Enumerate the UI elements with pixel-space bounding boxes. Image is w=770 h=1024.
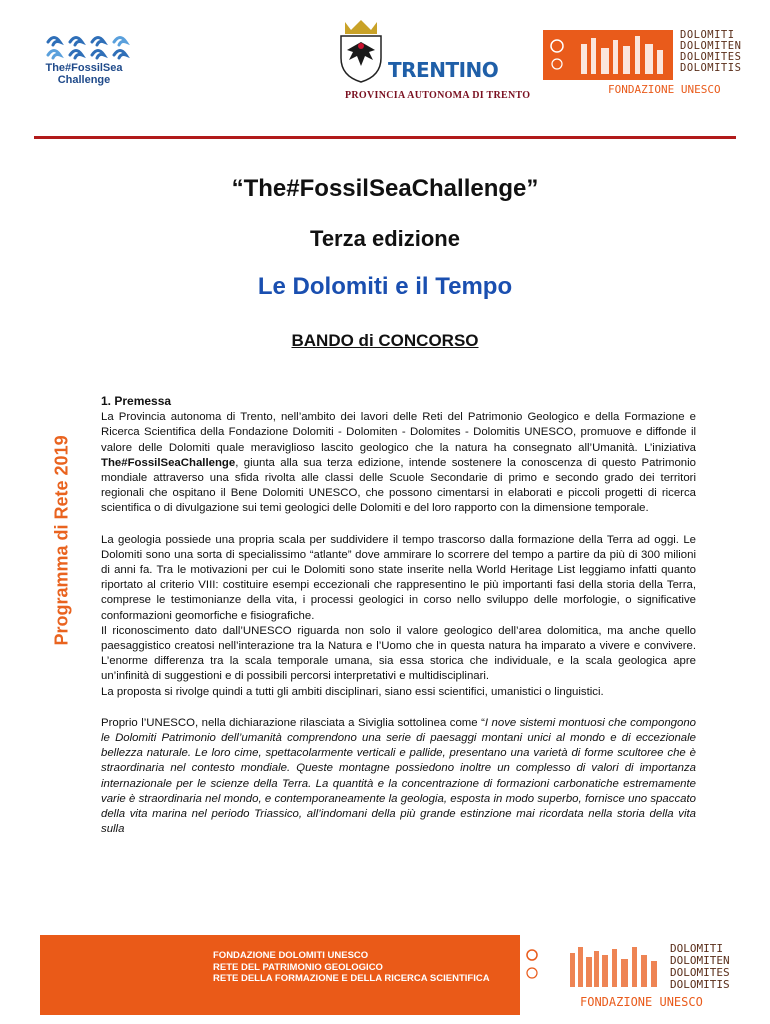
page-title: “The#FossilSeaChallenge” (231, 175, 539, 202)
paragraph-2: La geologia possiede una propria scala per suddividere il tempo trascorso dalla formazione della Terra ad oggi. Le Dolomiti sono una sorta di specialissimo “atlante” dove ammirare lo scorrere del tempo a partire da più di 300 milioni di anni fa. Tra le motivazioni per cui le Dolomiti sono state inserite nella World Heritage List leggiamo infatti quanto riportato al criterio VIII: costituire esempi eccezionali che rappresentino le più importanti fasi della storia della Terra, comprese le testimonianze della vita, i processi geologici in corso nello sviluppo delle morfologie, o significative conformazioni geomorfiche e fisiografiche. (101, 533, 696, 622)
footer-dolomiti-logo (520, 935, 730, 1015)
theme-title: Le Dolomiti e il Tempo (257, 273, 513, 300)
footer-fondazione-label: FONDAZIONE UNESCO (580, 995, 703, 1009)
dolomiti-unesco-logo (543, 29, 742, 100)
footer-dolomiti-words: DOLOMITI DOLOMITEN DOLOMITES DOLOMITIS (670, 942, 730, 991)
fondazione-unesco-label: FONDAZIONE UNESCO (608, 83, 721, 96)
dolomiti-peaks-icon (600, 943, 668, 988)
edition-title: Terza edizione (310, 226, 460, 251)
document-body (101, 394, 696, 837)
fossilsea-logo-text: The#FossilSea Challenge (45, 62, 123, 86)
trentino-subtitle: PROVINCIA AUTONOMA DI TRENTO (345, 90, 531, 101)
eagle-shield-icon (335, 18, 387, 84)
section-heading: 1. Premessa (101, 394, 172, 408)
bando-title: BANDO di CONCORSO (291, 331, 479, 350)
fossilsea-logo (38, 28, 130, 86)
footer-text: FONDAZIONE DOLOMITI UNESCO RETE DEL PATRIMONIO GEOLOGICO RETE DELLA FORMAZIONE E DELLA RICERCA SCIENTIFICA (213, 950, 490, 984)
side-label-text: Programma di Rete 2019 (51, 435, 72, 646)
dolomiti-skyline-icon (520, 943, 600, 988)
paragraph-5: Proprio l’UNESCO, nella dichiarazione rilasciata a Siviglia sottolinea come “I nove sistemi montuosi che compongono le Dolomiti Patrimonio dell’umanità comprendono una serie di paesaggi montani unici al mondo e di eccezionale bellezza naturale. Le loro cime, spettacolarmente verticali e pallide, presentano una varietà di forme scultoree che è straordinaria nel contesto mondiale. Queste montagne possiedono inoltre un complesso di valori di importanza internazionale per le scienze della Terra. La quantità e la concentrazione di formazioni carbonatiche estremamente varie è straordinaria nel mondo, e contemporaneamente la geologia, esposta in modo superbo, fornisce uno spaccato della vita marina nel periodo Triassico, all’indomani della più grande estinzione mai ricordata nella storia della vita sulla (101, 716, 697, 836)
paragraph-3: Il riconoscimento dato dall’UNESCO riguarda non solo il valore geologico dell’area dolomitica, ma anche quello paesaggistico creatosi nell’interazione tra la Natura e l’Uomo che in questa natura ha imparato a vivere e convivere. L’enorme differenza tra la scala temporale umana, sia essa storica che individuale, e la scala geologica apre un’infinità di suggestioni e di possibili percorsi interpretativi e multidisciplinari. (101, 624, 696, 683)
header-divider (34, 136, 736, 139)
waves-icon (38, 28, 130, 62)
trentino-logo (330, 18, 550, 104)
paragraph-1: La Provincia autonoma di Trento, nell’ambito dei lavori delle Reti del Patrimonio Geologico e della Formazione e Ricerca Scientifica della Fondazione Dolomiti - Dolomiten - Dolomites - Dolomitis UNESCO, promuove e diffonde il valore delle Dolomiti quale meraviglioso lascito geologico che la natura ha consegnato all’Umanità. L’iniziativa The#FossilSeaChallenge, giunta alla sua terza edizione, intende sostenere la conoscenza di questo Patrimonio mondiale attraverso una sfida rivolta alle classi delle Scuole Secondarie di primo e secondo grado dei territori regionali che ospitano il Bene Dolomiti UNESCO, che possono cimentarsi in elaborati e piccoli progetti di ricerca scientifica o di divulgazione sui temi geologici delle Dolomiti e del loro rapporto con la dimensione temporale. (101, 411, 696, 515)
dolomiti-words: DOLOMITI DOLOMITEN DOLOMITES DOLOMITIS (680, 29, 742, 74)
dolomiti-skyline-icon (543, 30, 673, 80)
trentino-wordmark: TRENTINO (388, 58, 499, 82)
paragraph-4: La proposta si rivolge quindi a tutti gli ambiti disciplinari, siano essi scientifici, umanistici o linguistici. (101, 685, 604, 698)
